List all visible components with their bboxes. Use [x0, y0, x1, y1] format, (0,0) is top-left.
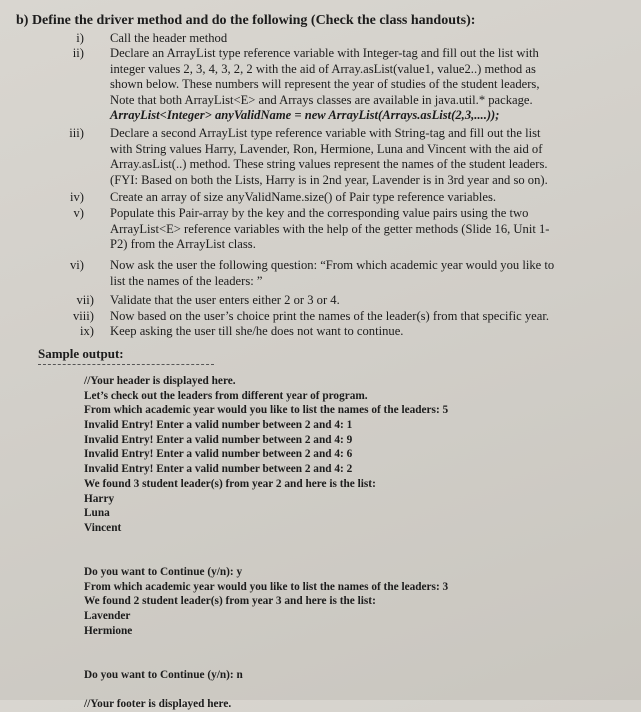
- step-line: Validate that the user enters either 2 or 3 or 4.: [110, 293, 340, 307]
- step-line: Populate this Pair-array by the key and the corresponding value pairs using the two: [110, 206, 529, 220]
- step-line: Create an array of size anyValidName.size() of Pair type reference variables.: [110, 190, 497, 204]
- sample-output: [84, 374, 448, 712]
- step-line: Now ask the user the following question: “From which academic year would you like to: [110, 258, 555, 272]
- step-line: P2) from the ArrayList class.: [110, 237, 256, 251]
- step-number: viii): [73, 309, 94, 323]
- output-line: We found 3 student leader(s) from year 2 and here is the list:: [84, 477, 376, 490]
- step-line: Note that both ArrayList<E> and Arrays classes are available in java.util.* package.: [110, 92, 533, 107]
- step-number: i): [76, 31, 84, 45]
- output-line: Let’s check out the leaders from different year of program.: [84, 389, 368, 402]
- step-line: Call the header method: [110, 31, 228, 45]
- output-line: //Your header is displayed here.: [84, 375, 236, 387]
- step-line: integer values 2, 3, 4, 3, 2, 2 with the aid of Array.asList(value1, value2..) method as: [110, 61, 536, 76]
- step-number: ix): [80, 324, 94, 338]
- output-line: Do you want to Continue (y/n): y: [84, 565, 243, 578]
- step-line: Declare a second ArrayList type reference variable with String-tag and fill out the list: [110, 126, 541, 140]
- step-number: v): [73, 206, 84, 220]
- divider: [38, 364, 214, 365]
- step-line: Now based on the user’s choice print the names of the leader(s) from that specific year.: [110, 309, 549, 323]
- step-number: iii): [69, 126, 84, 140]
- code-line: ArrayList<Integer> anyValidName = new ArrayList(Arrays.asList(2,3,....));: [110, 108, 500, 122]
- step-line: Keep asking the user till she/he does not want to continue.: [110, 324, 404, 338]
- output-footer: //Your footer is displayed here.: [84, 698, 232, 711]
- output-line: Invalid Entry! Enter a valid number between 2 and 4: 9: [84, 433, 353, 446]
- output-line: Hermione: [84, 624, 133, 637]
- step-number: ii): [72, 46, 84, 60]
- output-line: Lavender: [84, 610, 131, 622]
- output-line: From which academic year would you like to list the names of the leaders: 3: [84, 580, 449, 593]
- step-line: Declare an ArrayList type reference variable with Integer-tag and fill out the list with: [110, 46, 539, 60]
- output-line: Invalid Entry! Enter a valid number between 2 and 4: 1: [84, 419, 353, 432]
- step-number: vii): [76, 293, 94, 307]
- output-line: Do you want to Continue (y/n): n: [84, 668, 243, 681]
- step-line: shown below. These numbers will represent the year of studies of the student leaders,: [110, 77, 540, 91]
- output-line: Invalid Entry! Enter a valid number between 2 and 4: 2: [84, 463, 353, 476]
- section-heading: b) Define the driver method and do the following (Check the class handouts):: [16, 13, 476, 28]
- step-line: with String values Harry, Lavender, Ron, Hermione, Luna and Vincent with the aid of: [110, 141, 543, 156]
- output-line: Luna: [84, 507, 110, 520]
- step-line: ArrayList<E> reference variables with the help of the getter methods (Slide 16, Unit 1-: [110, 221, 550, 236]
- step-line: Array.asList(..) method. These string values represent the names of the student leaders.: [110, 157, 548, 171]
- step-line: (FYI: Based on both the Lists, Harry is in 2nd year, Lavender is in 3rd year and so on).: [110, 172, 548, 187]
- step-number: iv): [70, 190, 84, 204]
- output-line: Vincent: [84, 521, 122, 534]
- step-line: list the names of the leaders: ”: [110, 273, 263, 288]
- step-number: vi): [70, 258, 84, 272]
- output-line: We found 2 student leader(s) from year 3 and here is the list:: [84, 595, 376, 608]
- sample-output-label: Sample output:: [38, 346, 124, 361]
- output-line: Invalid Entry! Enter a valid number between 2 and 4: 6: [84, 448, 353, 461]
- output-line: Harry: [84, 492, 115, 505]
- output-line: From which academic year would you like to list the names of the leaders: 5: [84, 404, 449, 417]
